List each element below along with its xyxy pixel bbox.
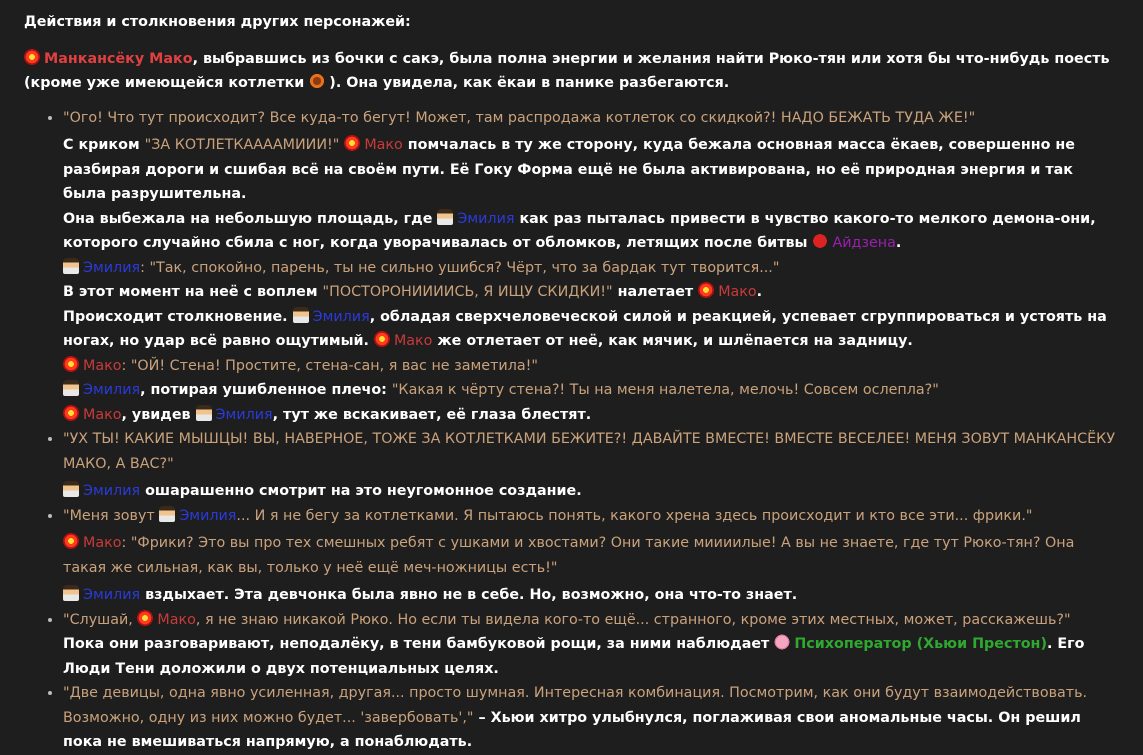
intro-paragraph: Манкансёку Мако, выбравшись из бочки с сакэ, была полна энергии и желания найти Рюко-тян или хотя бы что-нибудь поесть (кроме уже имеющейся котлетки ). Она увидела, как ёкаи в панике разбегаются. xyxy=(24,50,1110,91)
person-icon xyxy=(159,506,175,522)
explosion-icon xyxy=(137,610,153,626)
person-icon xyxy=(437,209,453,225)
person-icon xyxy=(63,380,79,396)
explosion-icon xyxy=(63,533,79,549)
explosion-icon xyxy=(374,331,390,347)
person-icon xyxy=(63,585,79,601)
section-heading: Действия и столкновения других персонажей: xyxy=(24,14,411,30)
explosion-icon xyxy=(63,405,79,421)
person-icon xyxy=(63,258,79,274)
person-icon xyxy=(63,481,79,497)
explosion-icon xyxy=(344,135,360,151)
list-item: • "Меня зовут Эмилия... И я не бегу за котлетками. Я пытаюсь понять, какого хрена здесь происходит и кто все эти... фрики." Мако: "Фрики? Это вы про тех смешных ребят с ушками и хвостами? Они такие миииилые! А вы не знаете, где тут Рюко-тян? Она такая же сильная, как вы, только у неё ещё меч-ножницы есть!" Эмилия вздыхает. Эта девчонка была явно не в себе. Но, возможно, она что-то знает. xyxy=(63,504,1119,608)
list-item: • "Слушай, Мако, я не знаю никакой Рюко. Но если ты видела кого-то ещё... странного, кроме этих местных, может, расскажешь?" Пока они разговаривают, неподалёку, в тени бамбуковой рощи, за ними наблюдает Психоператор (Хьюи Престон). Его Люди Тени доложили о двух потенциальных целях. xyxy=(63,608,1119,682)
events-list xyxy=(24,106,1119,755)
brain-icon xyxy=(774,634,790,650)
explosion-icon xyxy=(698,282,714,298)
person-icon xyxy=(196,405,212,421)
devil-icon xyxy=(812,233,828,249)
list-item: • "Две девицы, одна явно усиленная, другая... просто шумная. Интересная комбинация. Посмотрим, как они будут взаимодействовать. Возможно, одну из них можно будет... 'завербовать'," – Хьюи хитро улыбнулся, поглаживая свои аномальные часы. Он решил пока не вмешиваться напрямую, а понаблюдать. xyxy=(63,681,1119,755)
list-item: • "УХ ТЫ! КАКИЕ МЫШЦЫ! ВЫ, НАВЕРНОЕ, ТОЖЕ ЗА КОТЛЕТКАМИ БЕЖИТЕ?! ДАВАЙТЕ ВМЕСТЕ! ВМЕСТЕ ВЕСЕЛЕЕ! МЕНЯ ЗОВУТ МАНКАНСЁКУ МАКО, А ВАС?" Эмилия ошарашенно смотрит на это неугомонное создание. xyxy=(63,427,1119,504)
explosion-icon xyxy=(24,49,40,65)
cutlet-icon xyxy=(309,73,325,89)
explosion-icon xyxy=(63,356,79,372)
person-icon xyxy=(293,307,309,323)
list-item: • "Ого! Что тут происходит? Все куда-то бегут! Может, там распродажа котлеток со скидкой?! НАДО БЕЖАТЬ ТУДА ЖЕ!" С криком "ЗА КОТЛЕТКААААМИИИ!" Мако помчалась в ту же сторону, куда бежала основная масса ёкаев, совершенно не разбирая дороги и сшибая всё на своём пути. Её Гоку Форма ещё не была активирована, но её природная энергия и так была разрушительна. Она выбежала на небольшую площадь, где Эмилия как раз пыталась привести в чувство какого-то мелкого демона-они, которого случайно сбила с ног, когда уворачивалась от обломков, летящих после битвы Айдзена. Эмилия: "Так, спокойно, парень, ты не сильно ушибся? Чёрт, что за бардак тут творится..." В этот момент на неё с воплем "ПОСТОРОНИИИИСЬ, Я ИЩУ СКИДКИ!" налетает Мако. Происходит столкновение. Эмилия, обладая сверхчеловеческой силой и реакцией, успевает сгруппироваться и устоять на ногах, но удар всё равно ощутимый. Мако же отлетает от неё, как мячик, и шлёпается на задницу. Мако: "ОЙ! Стена! Простите, стена-сан, я вас не заметила!" Эмилия, потирая ушибленное плечо: "Какая к чёрту стена?! Ты на меня налетела, мелочь! Совсем ослепла?" Мако, увидев Эмилия, тут же вскакивает, её глаза блестят. xyxy=(63,106,1119,428)
mako-name: Манкансёку Мако xyxy=(44,50,193,67)
